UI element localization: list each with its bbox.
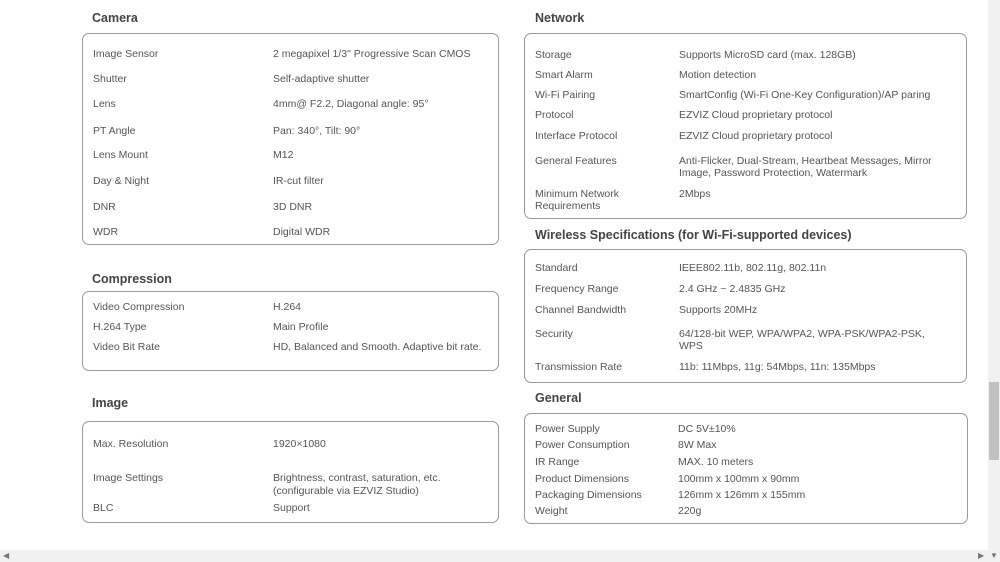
spec-value: 2Mbps — [679, 188, 711, 200]
spec-value: Image, Password Protection, Watermark — [679, 167, 868, 179]
spec-value: (configurable via EZVIZ Studio) — [273, 485, 419, 497]
image-section-title: Image — [92, 396, 129, 410]
spec-value: DC 5V±10% — [678, 423, 736, 435]
spec-value: HD, Balanced and Smooth. Adaptive bit rate. — [273, 341, 482, 353]
spec-label: Image Sensor — [93, 48, 159, 60]
spec-label: Channel Bandwidth — [535, 304, 627, 316]
spec-label: Requirements — [535, 200, 601, 212]
spec-label: WDR — [93, 226, 119, 238]
scroll-down-arrow-icon[interactable]: ▼ — [990, 551, 998, 560]
spec-label: Wi-Fi Pairing — [535, 89, 596, 101]
spec-label: BLC — [93, 502, 114, 514]
spec-value: Support — [273, 502, 310, 514]
spec-value: Motion detection — [679, 69, 757, 81]
spec-value: Brightness, contrast, saturation, etc. — [273, 472, 441, 484]
spec-label: Lens Mount — [93, 149, 148, 161]
spec-label: Image Settings — [93, 472, 164, 484]
spec-value: 220g — [678, 505, 702, 517]
spec-value: H.264 — [273, 301, 302, 313]
horizontal-scrollbar[interactable] — [0, 550, 988, 562]
spec-value: EZVIZ Cloud proprietary protocol — [679, 109, 833, 121]
vertical-scrollbar-thumb[interactable] — [989, 382, 999, 460]
spec-label: Day & Night — [93, 175, 150, 187]
spec-label: H.264 Type — [93, 321, 147, 333]
network-section-title: Network — [535, 11, 585, 25]
spec-label: Product Dimensions — [535, 473, 629, 485]
spec-value: Pan: 340°, Tilt: 90° — [273, 125, 361, 137]
compression-spec-table — [82, 291, 499, 371]
spec-value: IEEE802.11b, 802.11g, 802.11n — [679, 262, 827, 274]
spec-label: Video Compression — [93, 301, 185, 313]
spec-label: Power Consumption — [535, 439, 630, 451]
spec-value: Supports MicroSD card (max. 128GB) — [679, 49, 856, 61]
spec-value: MAX. 10 meters — [678, 456, 754, 468]
spec-label: Lens — [93, 98, 116, 110]
wireless-spec-table — [524, 249, 967, 383]
spec-label: Power Supply — [535, 423, 600, 435]
spec-label: IR Range — [535, 456, 580, 468]
spec-value: 11b: 11Mbps, 11g: 54Mbps, 11n: 135Mbps — [679, 361, 876, 373]
image-spec-table — [82, 421, 499, 523]
spec-label: Interface Protocol — [535, 130, 618, 142]
spec-label: Transmission Rate — [535, 361, 623, 373]
spec-label: Max. Resolution — [93, 438, 169, 450]
scroll-left-arrow-icon[interactable]: ◀ — [3, 551, 10, 560]
spec-label: DNR — [93, 201, 116, 213]
spec-value: WPS — [679, 340, 703, 352]
scroll-right-arrow-icon[interactable]: ▶ — [978, 551, 985, 560]
spec-value: 2.4 GHz ~ 2.4835 GHz — [679, 283, 786, 295]
spec-label: Minimum Network — [535, 188, 620, 200]
spec-label: Shutter — [93, 73, 127, 85]
spec-value: Anti-Flicker, Dual-Stream, Heartbeat Messages, Mirror — [679, 155, 932, 167]
spec-value: Supports 20MHz — [679, 304, 758, 316]
spec-label: Smart Alarm — [535, 69, 593, 81]
spec-value: 1920×1080 — [273, 438, 326, 450]
spec-value: 64/128-bit WEP, WPA/WPA2, WPA-PSK/WPA2-PSK, — [679, 328, 925, 340]
spec-label: Storage — [535, 49, 572, 61]
wireless-section-title: Wireless Specifications (for Wi-Fi-supported devices) — [535, 228, 852, 242]
general-spec-table — [524, 413, 968, 524]
camera-spec-table — [82, 33, 499, 245]
spec-value: Digital WDR — [273, 226, 331, 238]
spec-value: 4mm@ F2.2, Diagonal angle: 95° — [273, 98, 429, 110]
spec-value: 3D DNR — [273, 201, 313, 213]
spec-label: PT Angle — [93, 125, 136, 137]
spec-label: Standard — [535, 262, 578, 274]
camera-section-title: Camera — [92, 11, 138, 25]
spec-label: Video Bit Rate — [93, 341, 160, 353]
spec-label: Packaging Dimensions — [535, 489, 642, 501]
spec-value: 126mm x 126mm x 155mm — [678, 489, 806, 501]
compression-section-title: Compression — [92, 272, 172, 286]
spec-label: Security — [535, 328, 573, 340]
network-spec-table — [524, 33, 967, 219]
spec-value: M12 — [273, 149, 294, 161]
spec-value: 100mm x 100mm x 90mm — [678, 473, 800, 485]
spec-label: Weight — [535, 505, 568, 517]
spec-value: EZVIZ Cloud proprietary protocol — [679, 130, 833, 142]
general-section-title: General — [535, 391, 582, 405]
spec-label: General Features — [535, 155, 617, 167]
spec-value: IR-cut filter — [273, 175, 324, 187]
spec-value: 8W Max — [678, 439, 717, 451]
spec-label: Protocol — [535, 109, 574, 121]
vertical-scrollbar[interactable] — [988, 0, 1000, 562]
spec-value: 2 megapixel 1/3" Progressive Scan CMOS — [273, 48, 471, 60]
spec-label: Frequency Range — [535, 283, 619, 295]
spec-value: Main Profile — [273, 321, 329, 333]
spec-value: SmartConfig (Wi-Fi One-Key Configuration)/AP paring — [679, 89, 931, 101]
spec-value: Self-adaptive shutter — [273, 73, 370, 85]
